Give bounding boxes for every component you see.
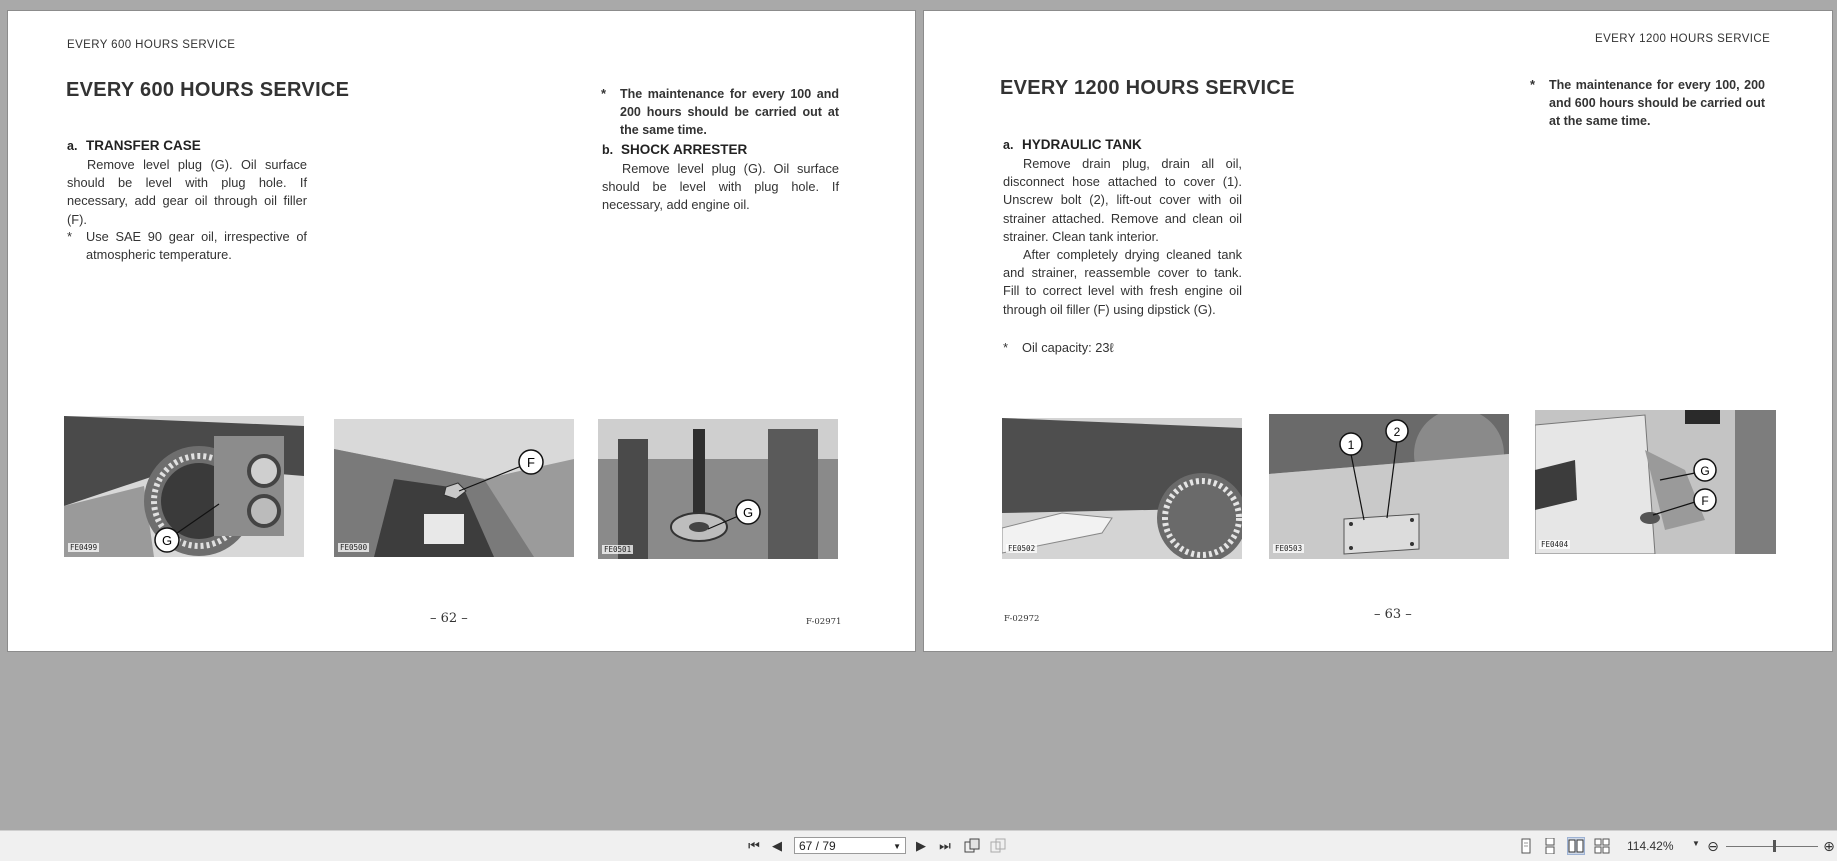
rotate-icon[interactable] (964, 838, 980, 854)
running-head: EVERY 600 HOURS SERVICE (67, 39, 236, 51)
top-note: * The maintenance for every 100, 200 and 600 hours should be carried out at the same time. (1530, 77, 1765, 129)
section-a-text-2: After completely drying cleaned tank and strainer, reassemble cover to tank. Fill to correct level with fresh engine oil through oil filler (F) using dipstick (G). (1003, 247, 1242, 317)
photo-code: FE0404 (1541, 540, 1569, 549)
section-b-label: b. (602, 143, 614, 157)
svg-text:G: G (1700, 464, 1710, 478)
continuous-icon[interactable] (1542, 838, 1558, 854)
note-star: * (67, 229, 73, 244)
svg-text:G: G (742, 505, 754, 520)
zoom-dropdown-icon[interactable]: ▼ (1692, 839, 1700, 848)
viewer-toolbar (0, 830, 1837, 861)
book-view-icon[interactable] (1594, 838, 1610, 854)
section-a-note: * Use SAE 90 gear oil, irrespective of atmospheric temperature. (67, 229, 307, 263)
section-a-heading (1003, 137, 1142, 152)
figure-code: F-02972 (1004, 614, 1040, 624)
photo-drain-plug (1002, 418, 1242, 559)
section-a-note: * Oil capacity: 23ℓ (1003, 340, 1114, 355)
right-page (924, 11, 1832, 651)
running-head: EVERY 1200 HOURS SERVICE (1595, 33, 1771, 45)
section-b-heading (602, 142, 747, 157)
photo-tank-cover (1269, 414, 1509, 559)
section-b-title: SHOCK ARRESTER (621, 142, 748, 157)
section-a-label: a. (1003, 138, 1014, 152)
photo-code: FE0501 (604, 545, 632, 554)
page-number: – 62 – (430, 611, 468, 626)
photo-code: FE0503 (1275, 544, 1303, 553)
photo-oil-filler-dipstick (1535, 410, 1776, 554)
prev-page-icon[interactable]: ◀ (772, 838, 782, 853)
photo-code: FE0502 (1008, 544, 1036, 553)
zoom-level[interactable]: 114.42% (1627, 839, 1674, 853)
section-a-label: a. (67, 139, 78, 153)
callout-g: G (161, 533, 173, 548)
figure-code: F-02971 (806, 617, 842, 627)
section-b-text: Remove level plug (G). Oil surface should be level with plug hole. If necessary, add engine oil. (602, 161, 839, 213)
svg-text:1: 1 (1347, 438, 1355, 452)
photo-transfer-case (64, 416, 304, 557)
zoom-slider[interactable] (1726, 846, 1818, 847)
photo-oil-filler (334, 419, 574, 557)
svg-text:F: F (527, 455, 535, 470)
last-page-icon[interactable]: ⏭ (939, 838, 951, 853)
section-a-title: TRANSFER CASE (86, 138, 201, 153)
photo-shock-arrester (598, 419, 838, 559)
next-page-icon[interactable]: ▶ (916, 838, 926, 853)
zoom-out-icon[interactable]: ⊖ (1707, 838, 1719, 854)
top-note: * The maintenance for every 100 and 200 hours should be carried out at the same time. (601, 86, 839, 138)
first-page-icon[interactable]: ⏮ (748, 838, 760, 853)
single-page-icon[interactable] (1518, 838, 1534, 854)
svg-text:F: F (1701, 494, 1709, 508)
section-a-heading (67, 138, 201, 153)
section-a-title: HYDRAULIC TANK (1022, 137, 1142, 152)
photo-code: FE0499 (70, 543, 98, 552)
fit-icon[interactable] (990, 838, 1006, 854)
zoom-slider-thumb[interactable] (1773, 840, 1776, 852)
two-page-icon[interactable] (1568, 838, 1584, 854)
section-a-text: Remove level plug (G). Oil surface should be level with plug hole. If necessary, add gear oil through oil filler (F). (67, 157, 307, 227)
page-number: – 63 – (1374, 607, 1412, 622)
left-page (8, 11, 915, 651)
page-title: EVERY 1200 HOURS SERVICE (1000, 77, 1295, 99)
chevron-down-icon[interactable]: ▼ (893, 842, 901, 851)
photo-code: FE0500 (340, 543, 368, 552)
page-title: EVERY 600 HOURS SERVICE (66, 79, 350, 101)
zoom-in-icon[interactable]: ⊕ (1823, 838, 1835, 854)
section-a-text: Remove drain plug, drain all oil, disconnect hose attached to cover (1). Unscrew bolt (2), lift-out cover with oil strainer attached. Remove and clean oil strainer. Clean tank interior. (1003, 156, 1242, 244)
svg-text:2: 2 (1393, 425, 1401, 439)
page-number-input[interactable]: 67 / 79 ▼ (794, 837, 906, 854)
